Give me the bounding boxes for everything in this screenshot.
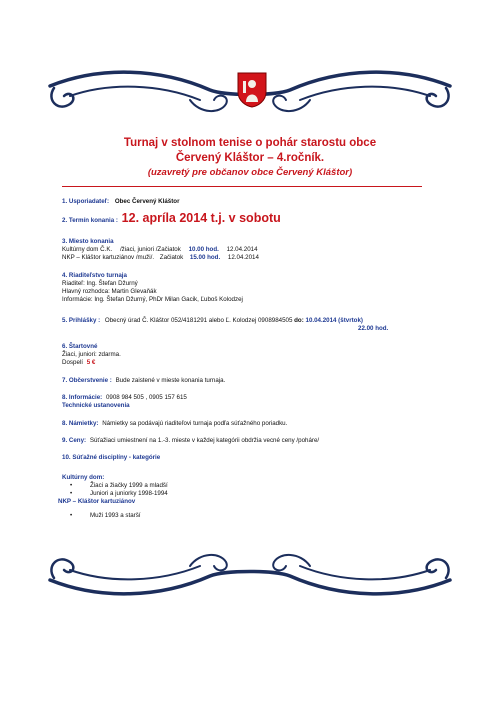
- categories-block: [58, 474, 442, 520]
- registration-label: 5. Prihlášky :: [62, 317, 101, 324]
- directorate-line-3: Informácie: Ing. Štefan Džurný, PhDr Milan Gacik, Ľuboš Kolodzej: [62, 296, 243, 303]
- disciplines-label: 10. Súťažné disciplíny - kategórie: [62, 454, 161, 461]
- objections-text: Námietky sa podávajú riaditeľovi turnaja podľa súťažného poriadku.: [102, 420, 288, 427]
- info-text: 0908 984 505 , 0905 157 615: [105, 394, 187, 401]
- directorate-line-2: Hlavný rozhodca: Martin Glevaňák: [62, 288, 157, 295]
- bottom-ornament: [40, 540, 460, 610]
- prizes-text: Súťažiaci umiestnení na 1.-3. mieste v každej kategórii obdržia vecné ceny /poháre/: [89, 437, 320, 444]
- organizer-value: Obec Červený Kláštor: [114, 198, 180, 205]
- registration-time: 22.00 hod.: [358, 325, 389, 332]
- section-date: [62, 211, 442, 225]
- registration-do: do:: [294, 317, 304, 324]
- venue-row-1: [62, 246, 442, 254]
- municipality-crest: [237, 72, 267, 108]
- refreshments-label: 7. Občerstvenie :: [62, 377, 112, 384]
- venue-row-2: [62, 254, 442, 262]
- section-objections: [62, 420, 442, 428]
- venue-row-1-who: /žiaci, juniori /Začiatok: [119, 246, 181, 253]
- section-registration: [62, 317, 442, 333]
- date-label: 2. Termín konania :: [62, 217, 118, 224]
- venue-row-2-date: 12.04.2014: [227, 254, 259, 261]
- organizer-label: 1. Usporiadateľ:: [62, 198, 110, 205]
- list-item: • Muži 1993 a starší: [62, 512, 442, 520]
- objections-label: 8. Námietky:: [62, 420, 99, 427]
- kd-list: [62, 482, 442, 498]
- refreshments-text: Bude zaistené v mieste konania turnaja.: [115, 377, 226, 384]
- title-divider: [62, 186, 422, 187]
- directorate-label: 4. Riaditeľstvo turnaja: [62, 272, 127, 279]
- list-item: • Žiaci a žiačky 1999 a mladší: [62, 482, 442, 490]
- title-line-2: Červený Kláštor – 4.ročník.: [175, 152, 325, 164]
- venue-row-1-date: 12.04.2014: [226, 246, 258, 253]
- list-item: • Juniori a juniorky 1998-1994: [62, 490, 442, 498]
- nkp-list: [62, 512, 442, 520]
- nkp-label: NKP – Kláštor kartuziánov: [58, 498, 136, 505]
- section-prizes: [62, 437, 442, 445]
- venue-row-2-who: Začiatok: [159, 254, 184, 261]
- technical-heading: Technické ustanovenia: [62, 402, 130, 409]
- fee-label: 6. Štartovné: [62, 343, 98, 350]
- venue-row-1-time: 10.00 hod.: [188, 246, 219, 253]
- fee-price: 5 €: [86, 359, 96, 366]
- section-refreshments: [62, 377, 442, 385]
- venue-row-2-time: 15.00 hod.: [189, 254, 221, 261]
- fee-line-2: Dospelí: [62, 359, 83, 366]
- section-info: [62, 394, 442, 410]
- section-venue: [62, 238, 442, 262]
- info-label: 8. Informácie:: [62, 394, 103, 401]
- section-disciplines: [62, 454, 442, 462]
- directorate-line-1: Riaditeľ: Ing. Štefan Džurný: [62, 280, 138, 287]
- title-line-1: Turnaj v stolnom tenise o pohár starostu obce: [123, 137, 377, 149]
- venue-row-1-place: Kultúrny dom Č.K.: [62, 246, 113, 253]
- date-value: 12. apríla 2014 t.j. v sobotu: [121, 211, 281, 225]
- prizes-label: 9. Ceny:: [62, 437, 87, 444]
- fee-line-1: Žiaci, juniori: zdarma.: [62, 351, 121, 358]
- registration-deadline: 10.04.2014 (štvrtok): [305, 317, 363, 324]
- section-directorate: [62, 272, 442, 304]
- subtitle: (uzavretý pre občanov obce Červený Kláštor): [147, 167, 353, 178]
- venue-label: 3. Miesto konania: [62, 238, 114, 245]
- venue-row-2-place: NKP – Kláštor kartuziánov /muži/.: [62, 254, 155, 261]
- registration-text: Obecný úrad Č. Kláštor 052/4181291 alebo Ľ. Kolodzej 0908984505: [104, 317, 293, 324]
- title-block: [60, 136, 440, 179]
- section-fee: [62, 343, 442, 367]
- section-organizer: [62, 198, 442, 206]
- kd-label: Kultúrny dom:: [62, 474, 105, 481]
